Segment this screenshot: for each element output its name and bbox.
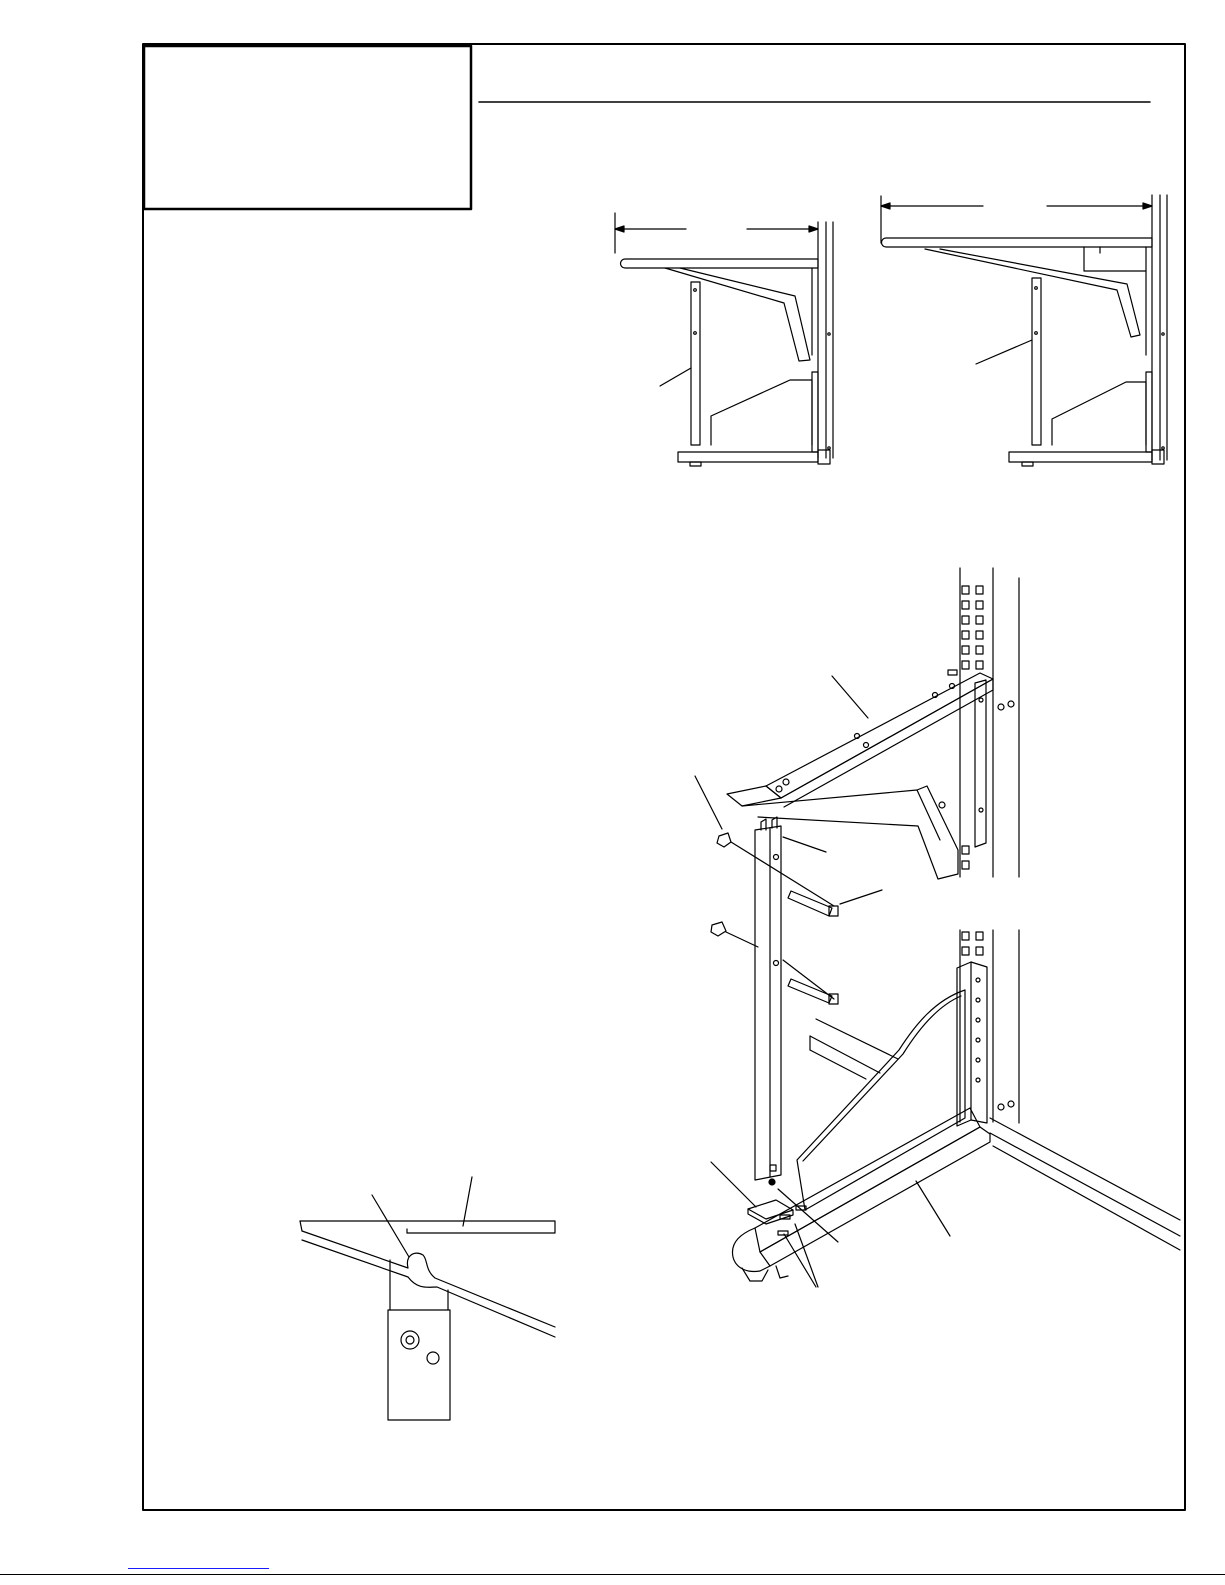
- exploded-leg-assembly: [695, 568, 1180, 1287]
- footer-link[interactable]: [128, 1568, 269, 1569]
- long-desk-side-view: [881, 195, 1167, 466]
- rack-post-holes-upper: [962, 586, 983, 869]
- short-desk-side-view: [615, 213, 833, 466]
- hinge-detail: [300, 1177, 555, 1420]
- title-block: [144, 46, 471, 209]
- footer-rule: [0, 1574, 1225, 1575]
- page-border: [143, 44, 1185, 1510]
- rack-post-holes-lower: [962, 932, 983, 955]
